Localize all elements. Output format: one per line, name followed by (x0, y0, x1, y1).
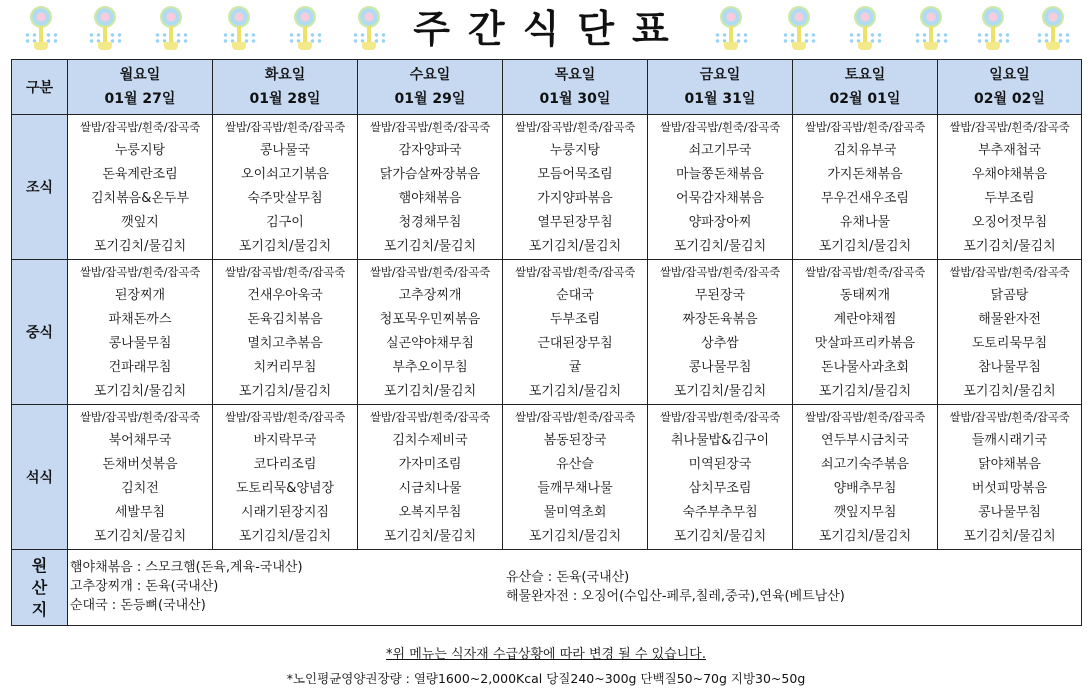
menu-item: 포기김치/물김치 (383, 384, 477, 399)
flower-icon (786, 6, 812, 52)
menu-item: 귤 (568, 360, 582, 375)
menu-item: 세발무침 (114, 505, 166, 520)
menu-cell (68, 405, 213, 550)
origin-line: 햄야채볶음 : 스모크햄(돈육,계육-국내산) (70, 560, 303, 575)
menu-item: 도토리묵&양념장 (235, 481, 335, 496)
menu-item: 쌀밥/잡곡밥/흰죽/잡곡죽 (514, 410, 636, 424)
meal-row (12, 115, 1082, 260)
meal-row (12, 405, 1082, 550)
meal-label: 석식 (12, 405, 68, 550)
menu-item: 양파장아찌 (688, 215, 752, 230)
menu-item: 돈나물사과초회 (821, 360, 909, 375)
day-name: 수요일 (409, 67, 451, 83)
day-header (358, 60, 503, 115)
flower-icon (918, 6, 944, 52)
menu-item: 부추재첩국 (978, 143, 1041, 158)
menu-item: 닭곰탕 (990, 288, 1029, 303)
menu-item: 부추오이무침 (392, 360, 468, 375)
menu-item: 쌀밥/잡곡밥/흰죽/잡곡죽 (659, 265, 781, 279)
flower-icon (718, 6, 744, 52)
menu-change-note: *위 메뉴는 식자재 수급상황에 따라 변경 될 수 있습니다. (386, 647, 706, 662)
menu-item: 쌀밥/잡곡밥/흰죽/잡곡죽 (79, 410, 201, 424)
origin-line: 순대국 : 돈등뼈(국내산) (70, 598, 206, 613)
nutrition-note: *노인평균영양권장량 : 열량1600~2,000Kcal 당질240~300g 단백질50~70g 지방30~50g (286, 671, 806, 686)
origin-row (12, 550, 1082, 626)
menu-cell (938, 115, 1082, 260)
day-date: 01월 30일 (539, 91, 611, 107)
menu-item: 쌀밥/잡곡밥/흰죽/잡곡죽 (949, 120, 1070, 134)
menu-item: 햄야채볶음 (398, 191, 462, 206)
menu-item: 포기김치/물김치 (238, 384, 332, 399)
day-name: 토요일 (844, 67, 886, 83)
day-header (793, 60, 938, 115)
menu-item: 상추쌈 (701, 336, 739, 351)
menu-item: 깻잎지무침 (833, 505, 897, 520)
menu-cell (938, 260, 1082, 405)
menu-item: 취나물밥&김구이 (670, 433, 770, 448)
menu-item: 가지돈채볶음 (827, 167, 903, 182)
menu-cell (358, 405, 503, 550)
menu-item: 쌀밥/잡곡밥/흰죽/잡곡죽 (514, 120, 636, 134)
menu-item: 쌀밥/잡곡밥/흰죽/잡곡죽 (369, 410, 491, 424)
menu-item: 두부조림 (549, 312, 601, 327)
meal-rows (12, 115, 1082, 550)
menu-cell (938, 405, 1082, 550)
menu-item: 쌀밥/잡곡밥/흰죽/잡곡죽 (659, 120, 781, 134)
day-header (68, 60, 213, 115)
menu-item: 콩나물국 (259, 143, 311, 158)
menu-cell (213, 260, 358, 405)
menu-cell (648, 260, 793, 405)
menu-item: 포기김치/물김치 (963, 384, 1056, 399)
menu-cell (793, 115, 938, 260)
menu-item: 오징어젓무침 (971, 215, 1048, 230)
menu-item: 실곤약야채무침 (386, 336, 474, 351)
menu-item: 포기김치/물김치 (383, 239, 477, 254)
menu-item: 쌀밥/잡곡밥/흰죽/잡곡죽 (369, 265, 491, 279)
menu-item: 맛살파프리카볶음 (814, 336, 916, 351)
menu-item: 포기김치/물김치 (818, 384, 912, 399)
flower-icon (158, 6, 184, 52)
day-date: 01월 31일 (684, 91, 756, 107)
menu-item: 어묵감자채볶음 (676, 191, 764, 206)
menu-item: 돈육김치볶음 (247, 312, 323, 327)
menu-item: 고추장찌개 (398, 288, 462, 303)
menu-item: 쌀밥/잡곡밥/흰죽/잡곡죽 (224, 410, 346, 424)
menu-cell (68, 115, 213, 260)
menu-item: 돈육계란조림 (102, 167, 178, 182)
menu-item: 누룽지탕 (114, 143, 166, 158)
menu-item: 물미역초회 (543, 505, 607, 520)
menu-item: 열무된장무침 (537, 215, 613, 230)
menu-item: 양배추무침 (833, 481, 897, 496)
menu-item: 포기김치/물김치 (93, 239, 187, 254)
menu-item: 근대된장무침 (537, 336, 613, 351)
origin-label-text: 원산지 (31, 555, 48, 619)
menu-item: 포기김치/물김치 (238, 239, 332, 254)
menu-item: 포기김치/물김치 (963, 529, 1056, 544)
menu-item: 포기김치/물김치 (528, 529, 622, 544)
flower-icon (980, 6, 1006, 52)
menu-item: 건새우아욱국 (247, 288, 323, 303)
menu-item: 들깨무채나물 (537, 481, 613, 496)
flower-icon (1040, 6, 1066, 52)
menu-item: 유채나물 (839, 215, 891, 230)
page-title: 주간식단표 (413, 7, 687, 51)
flower-icon (92, 6, 118, 52)
menu-item: 숙주맛살무침 (247, 191, 323, 206)
title-banner (0, 0, 1092, 58)
menu-item: 북어채무국 (108, 433, 172, 448)
meal-label: 중식 (12, 260, 68, 405)
menu-item: 청포묵우민찌볶음 (379, 312, 481, 327)
menu-item: 숙주부추무침 (682, 505, 758, 520)
menu-item: 우채야채볶음 (971, 167, 1048, 182)
menu-item: 포기김치/물김치 (673, 384, 767, 399)
menu-item: 가자미조림 (398, 457, 462, 472)
menu-cell (503, 405, 648, 550)
menu-cell (358, 260, 503, 405)
menu-item: 포기김치/물김치 (673, 529, 767, 544)
menu-item: 쌀밥/잡곡밥/흰죽/잡곡죽 (79, 120, 201, 134)
menu-item: 쌀밥/잡곡밥/흰죽/잡곡죽 (949, 410, 1070, 424)
menu-cell (358, 115, 503, 260)
header-label: 구분 (12, 60, 68, 115)
meal-row (12, 260, 1082, 405)
menu-item: 포기김치/물김치 (528, 239, 622, 254)
menu-item: 쇠고기숙주볶음 (821, 457, 909, 472)
flower-icon (226, 6, 252, 52)
menu-item: 쌀밥/잡곡밥/흰죽/잡곡죽 (224, 265, 346, 279)
menu-cell (503, 260, 648, 405)
menu-item: 가지양파볶음 (537, 191, 613, 206)
day-date: 02월 02일 (974, 91, 1045, 107)
menu-item: 된장찌개 (114, 288, 166, 303)
flower-icon (28, 6, 54, 52)
menu-item: 쌀밥/잡곡밥/흰죽/잡곡죽 (804, 265, 926, 279)
origin-info (68, 550, 1082, 626)
menu-item: 콩나물무침 (978, 505, 1041, 520)
menu-item: 쌀밥/잡곡밥/흰죽/잡곡죽 (659, 410, 781, 424)
menu-item: 깻잎지 (121, 215, 159, 230)
menu-item: 포기김치/물김치 (93, 384, 187, 399)
day-header (503, 60, 648, 115)
menu-item: 쌀밥/잡곡밥/흰죽/잡곡죽 (514, 265, 636, 279)
menu-item: 무된장국 (694, 288, 746, 303)
menu-cell (793, 405, 938, 550)
menu-item: 무우건새우조림 (821, 191, 909, 206)
menu-item: 김치수제비국 (392, 433, 468, 448)
meal-label: 조식 (12, 115, 68, 260)
menu-item: 쌀밥/잡곡밥/흰죽/잡곡죽 (949, 265, 1070, 279)
menu-item: 청경채무침 (398, 215, 462, 230)
menu-item: 짜장돈육볶음 (682, 312, 758, 327)
menu-item: 김치유부국 (833, 143, 897, 158)
day-header (938, 60, 1082, 115)
origin-line: 해물완자전 : 오징어(수입산-페루,칠레,중국),연육(베트남산) (506, 589, 845, 604)
menu-item: 오복지무침 (398, 505, 462, 520)
menu-item: 두부조림 (984, 191, 1035, 206)
menu-item: 쌀밥/잡곡밥/흰죽/잡곡죽 (804, 410, 926, 424)
menu-cell (503, 115, 648, 260)
menu-item: 유산슬 (556, 457, 594, 472)
day-name: 화요일 (264, 67, 306, 83)
day-name: 목요일 (554, 67, 596, 83)
menu-item: 닭가슴살짜장볶음 (379, 167, 481, 182)
day-date: 01월 29일 (394, 91, 466, 107)
menu-cell (213, 115, 358, 260)
menu-cell (648, 405, 793, 550)
menu-item: 쇠고기무국 (688, 143, 752, 158)
menu-item: 파채돈까스 (108, 312, 172, 327)
menu-cell (213, 405, 358, 550)
menu-item: 닭야채볶음 (978, 457, 1041, 472)
origin-line: 유산슬 : 돈육(국내산) (506, 570, 630, 585)
day-date: 02월 01일 (829, 91, 901, 107)
menu-item: 마늘쫑돈채볶음 (676, 167, 764, 182)
menu-item: 연두부시금치국 (821, 433, 909, 448)
footnotes (11, 644, 1081, 692)
menu-item: 모듬어묵조림 (537, 167, 613, 182)
menu-item: 돈채버섯볶음 (102, 457, 178, 472)
menu-item: 해물완자전 (978, 312, 1041, 327)
menu-item: 삼치무조림 (688, 481, 752, 496)
menu-item: 도토리묵무침 (971, 336, 1048, 351)
menu-item: 누룽지탕 (549, 143, 601, 158)
origin-line: 고추장찌개 : 돈육(국내산) (70, 579, 219, 594)
day-header (213, 60, 358, 115)
menu-item: 버섯피망볶음 (971, 481, 1048, 496)
menu-item: 포기김치/물김치 (673, 239, 767, 254)
menu-item: 오이쇠고기볶음 (241, 167, 329, 182)
day-date: 01월 28일 (249, 91, 321, 107)
menu-item: 멸치고추볶음 (247, 336, 323, 351)
menu-item: 시금치나물 (398, 481, 462, 496)
menu-item: 쌀밥/잡곡밥/흰죽/잡곡죽 (804, 120, 926, 134)
menu-item: 치커리무침 (253, 360, 317, 375)
origin-right (506, 568, 845, 606)
menu-cell (648, 115, 793, 260)
menu-item: 쌀밥/잡곡밥/흰죽/잡곡죽 (369, 120, 491, 134)
menu-item: 포기김치/물김치 (93, 529, 187, 544)
menu-item: 포기김치/물김치 (818, 529, 912, 544)
menu-item: 김치볶음&온두부 (90, 191, 190, 206)
menu-item: 봄동된장국 (543, 433, 607, 448)
menu-cell (68, 260, 213, 405)
menu-item: 포기김치/물김치 (238, 529, 332, 544)
menu-item: 계란야채찜 (833, 312, 897, 327)
menu-item: 바지락무국 (253, 433, 317, 448)
menu-item: 포기김치/물김치 (383, 529, 477, 544)
day-name: 일요일 (989, 67, 1030, 83)
menu-item: 포기김치/물김치 (528, 384, 622, 399)
menu-item: 순대국 (556, 288, 594, 303)
menu-item: 시래기된장지짐 (241, 505, 329, 520)
menu-item: 쌀밥/잡곡밥/흰죽/잡곡죽 (79, 265, 201, 279)
menu-item: 코다리조림 (253, 457, 317, 472)
origin-label (12, 550, 68, 626)
menu-item: 건파래무침 (108, 360, 172, 375)
menu-item: 참나물무침 (978, 360, 1041, 375)
menu-item: 포기김치/물김치 (963, 239, 1056, 254)
menu-item: 동태찌개 (839, 288, 891, 303)
menu-item: 콩나물무침 (108, 336, 172, 351)
menu-item: 김구이 (266, 215, 304, 230)
menu-item: 들깨시래기국 (971, 433, 1048, 448)
day-name: 금요일 (699, 67, 741, 83)
origin-left (70, 558, 303, 615)
day-header (648, 60, 793, 115)
menu-cell (793, 260, 938, 405)
day-name: 월요일 (119, 67, 161, 83)
flower-icon (356, 6, 382, 52)
menu-item: 포기김치/물김치 (818, 239, 912, 254)
menu-item: 쌀밥/잡곡밥/흰죽/잡곡죽 (224, 120, 346, 134)
menu-item: 콩나물무침 (688, 360, 752, 375)
weekly-menu-table (11, 59, 1082, 626)
menu-item: 감자양파국 (398, 143, 462, 158)
day-date: 01월 27일 (104, 91, 176, 107)
menu-item: 김치전 (121, 481, 159, 496)
flower-icon (852, 6, 878, 52)
header-row (12, 60, 1082, 115)
flower-icon (292, 6, 318, 52)
menu-item: 미역된장국 (688, 457, 752, 472)
